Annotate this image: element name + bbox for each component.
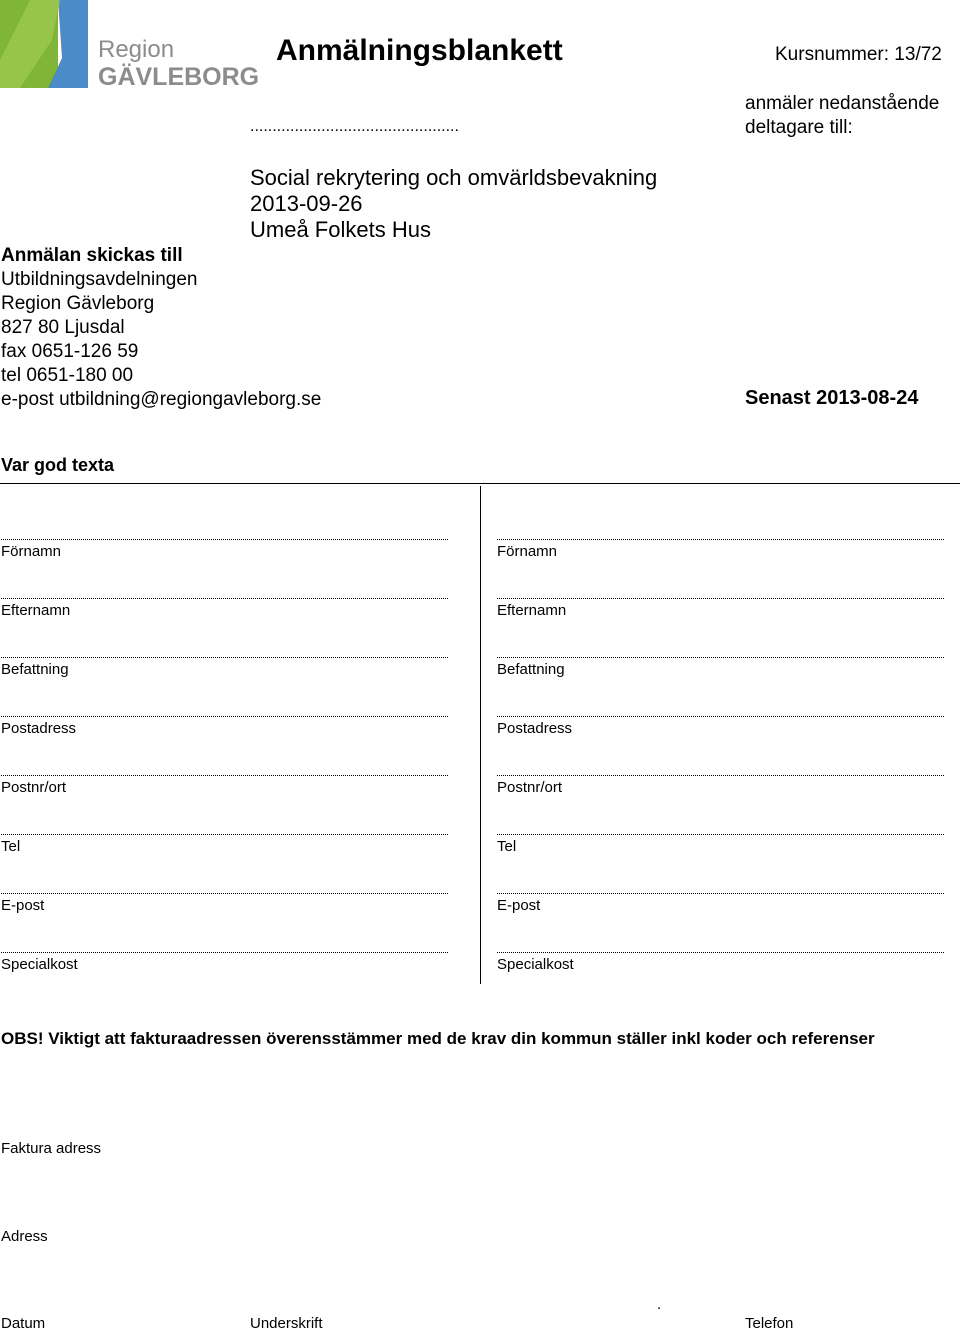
send-to-block: [1, 244, 321, 412]
p2-position-field[interactable]: [497, 649, 945, 689]
field-label: Specialkost: [497, 956, 574, 973]
dotted-line[interactable]: [497, 649, 944, 658]
address-label: Adress: [1, 1228, 48, 1245]
field-label: Förnamn: [1, 543, 62, 560]
registers-line-2: deltagare till:: [745, 117, 853, 138]
region-gavleborg-logo: [0, 0, 260, 91]
p1-address-field[interactable]: [1, 708, 449, 748]
dotted-line[interactable]: [1, 885, 448, 894]
stray-dot: .: [657, 1296, 662, 1313]
obs-notice: OBS! Viktigt att fakturaadressen överensstämmer med de krav din kommun ställer inkl koder och referenser: [1, 1029, 875, 1048]
dotted-line[interactable]: [497, 944, 944, 953]
field-label: Befattning: [497, 661, 565, 678]
signature-label: Underskrift: [250, 1315, 323, 1332]
field-label: Tel: [1, 838, 21, 855]
send-to-line: 827 80 Ljusdal: [1, 317, 125, 338]
dotted-line[interactable]: [497, 767, 944, 776]
field-label: Tel: [497, 838, 517, 855]
field-label: Förnamn: [497, 543, 558, 560]
field-label: Postadress: [497, 720, 573, 737]
send-to-line: Utbildningsavdelningen: [1, 269, 198, 290]
p1-email-field[interactable]: [1, 885, 449, 925]
p2-lastname-field[interactable]: [497, 590, 945, 630]
divider-vertical: [480, 486, 481, 984]
p1-postcode-field[interactable]: [1, 767, 449, 807]
field-label: Befattning: [1, 661, 69, 678]
logo-text-gavleborg: GÄVLEBORG: [98, 63, 260, 91]
p1-firstname-field[interactable]: [1, 531, 449, 571]
dotted-line[interactable]: [497, 531, 944, 540]
dotted-line[interactable]: [1, 826, 448, 835]
field-label: Efternamn: [497, 602, 567, 619]
field-label: E-post: [497, 897, 541, 914]
dotted-line[interactable]: [497, 826, 944, 835]
course-name: Social rekrytering och omvärldsbevakning: [250, 165, 658, 190]
field-label: Postadress: [1, 720, 77, 737]
dotted-line[interactable]: [497, 708, 944, 717]
send-to-line: Region Gävleborg: [1, 293, 155, 314]
p2-phone-field[interactable]: [497, 826, 945, 866]
p2-diet-field[interactable]: [497, 944, 945, 984]
field-label: Postnr/ort: [1, 779, 67, 796]
p1-phone-field[interactable]: [1, 826, 449, 866]
send-to-heading: Anmälan skickas till: [1, 245, 183, 266]
phone-label: Telefon: [745, 1315, 794, 1332]
dotted-line[interactable]: [1, 708, 448, 717]
p2-firstname-field[interactable]: [497, 531, 945, 571]
send-to-line: tel 0651-180 00: [1, 365, 134, 386]
date-label: Datum: [1, 1315, 46, 1332]
send-to-line: fax 0651-126 59: [1, 341, 139, 362]
p2-email-field[interactable]: [497, 885, 945, 925]
registers-line-1: anmäler nedanstående: [745, 93, 940, 114]
dotted-line[interactable]: [1, 531, 448, 540]
course-number: Kursnummer: 13/72: [775, 44, 942, 65]
send-to-email: e-post utbildning@regiongavleborg.se: [1, 389, 322, 410]
course-date: 2013-09-26: [250, 191, 363, 216]
p2-address-field[interactable]: [497, 708, 945, 748]
dotted-line[interactable]: [1, 944, 448, 953]
p1-position-field[interactable]: [1, 649, 449, 689]
p2-postcode-field[interactable]: [497, 767, 945, 807]
course-info: [250, 165, 657, 243]
p1-diet-field[interactable]: [1, 944, 449, 984]
logo-text-region: Region: [98, 36, 175, 63]
invoice-address-label: Faktura adress: [1, 1140, 102, 1157]
form-title: Anmälningsblankett: [276, 34, 563, 67]
registers-text: [745, 92, 939, 140]
dotted-line[interactable]: [1, 649, 448, 658]
dotted-line[interactable]: [497, 885, 944, 894]
field-label: Efternamn: [1, 602, 71, 619]
logo-graphic: [0, 0, 260, 91]
dotted-line[interactable]: [497, 590, 944, 599]
field-label: Postnr/ort: [497, 779, 563, 796]
divider-horizontal: [0, 483, 960, 484]
dotted-line[interactable]: [1, 590, 448, 599]
deadline: Senast 2013-08-24: [745, 387, 919, 409]
course-place: Umeå Folkets Hus: [250, 217, 431, 242]
p1-lastname-field[interactable]: [1, 590, 449, 630]
field-label: E-post: [1, 897, 45, 914]
instruction: Var god texta: [1, 455, 115, 475]
organization-blank[interactable]: ...............................................: [250, 118, 459, 135]
dotted-line[interactable]: [1, 767, 448, 776]
field-label: Specialkost: [1, 956, 78, 973]
